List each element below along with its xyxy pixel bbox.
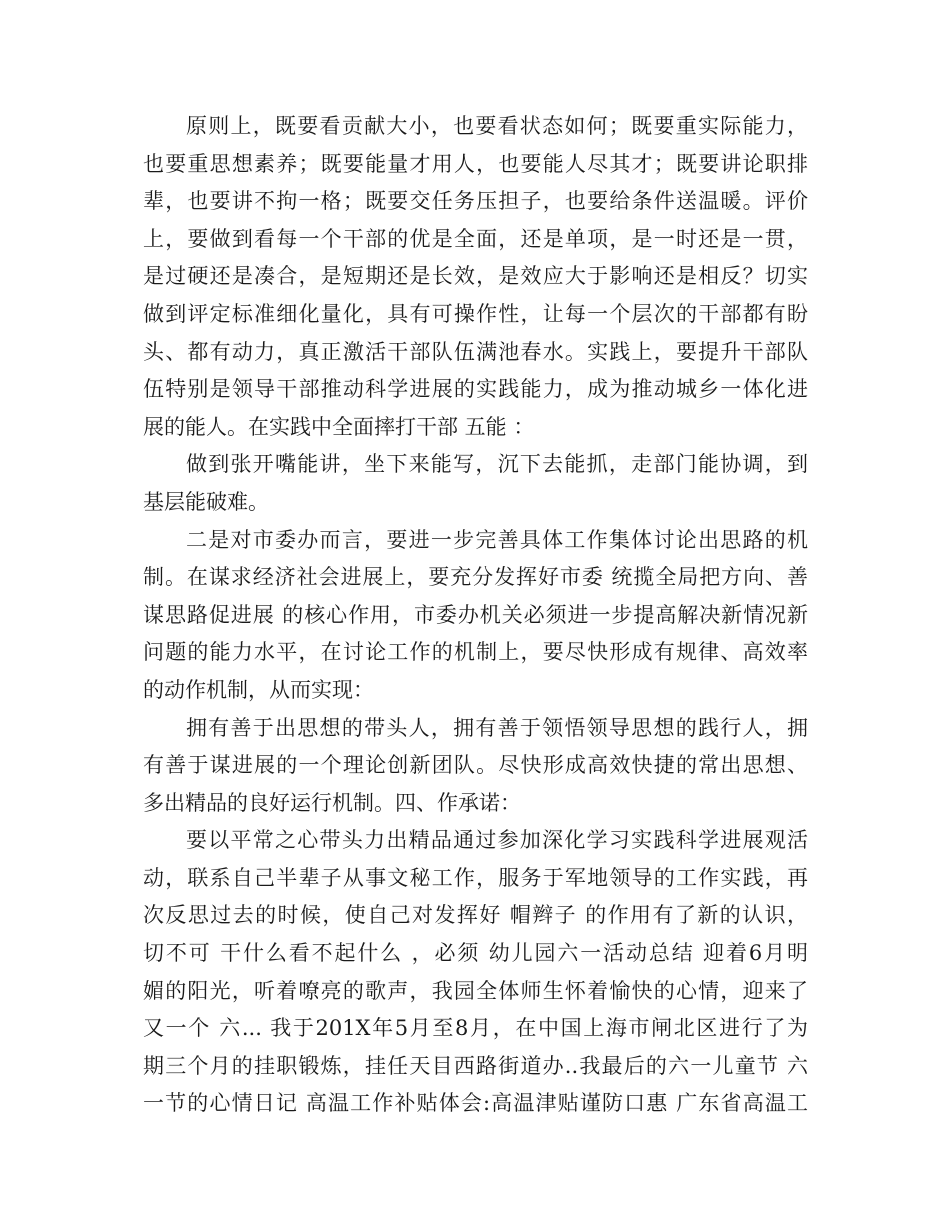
text-line: 有善于谋进展的一个理论创新团队。尽快形成高效快捷的常出思想、 xyxy=(143,753,808,778)
text-line: 谋思路促进展 的核心作用，市委办机关必须进一步提高解决新情况新 xyxy=(143,602,808,627)
text-line: 头、都有动力，真正激活干部队伍满池春水。实践上，要提升干部队 xyxy=(143,339,808,364)
text-line: 也要重思想素养；既要能量才用人，也要能人尽其才；既要讲论职排 xyxy=(143,151,808,176)
text-line: 原则上，既要看贡献大小，也要看状态如何；既要重实际能力， xyxy=(186,114,808,138)
text-line: 期三个月的挂职锻炼，挂任天目西路街道办..我最后的六一儿童节 六 xyxy=(143,1053,808,1078)
text-line: 问题的能力水平，在讨论工作的机制上，要尽快形成有规律、高效率 xyxy=(143,640,808,665)
text-line: 展的能人。在实践中全面摔打干部 五能 ： xyxy=(143,414,535,439)
text-line: 做到评定标准细化量化，具有可操作性，让每一个层次的干部都有盼 xyxy=(143,301,808,326)
text-line: 是过硬还是凑合，是短期还是长效，是效应大于影响还是相反？切实 xyxy=(143,264,808,289)
text-line: 一节的心情日记 高温工作补贴体会:高温津贴谨防口惠 广东省高温工 xyxy=(143,1091,808,1116)
text-line: 制。在谋求经济社会进展上，要充分发挥好市委 统揽全局把方向、善 xyxy=(143,565,808,590)
text-line: 又一个 六... 我于201X年5月至8月，在中国上海市闸北区进行了为 xyxy=(143,1016,808,1041)
text-line: 伍特别是领导干部推动科学进展的实践能力，成为推动城乡一体化进 xyxy=(143,377,808,402)
text-line: 动，联系自己半辈子从事文秘工作，服务于军地领导的工作实践，再 xyxy=(143,865,808,890)
text-line: 上，要做到看每一个干部的优是全面，还是单项，是一时还是一贯， xyxy=(143,226,808,251)
text-line: 多出精品的良好运行机制。四、作承诺： xyxy=(143,790,521,815)
text-line: 的动作机制，从而实现： xyxy=(143,677,374,702)
text-line: 次反思过去的时候，使自己对发挥好 帽辫子 的作用有了新的认识， xyxy=(143,903,808,928)
text-line: 辈，也要讲不拘一格；既要交任务压担子，也要给条件送温暖。评价 xyxy=(143,189,808,214)
text-line: 基层能破难。 xyxy=(143,489,269,514)
text-line: 二是对市委办而言，要进一步完善具体工作集体讨论出思路的机 xyxy=(186,527,808,552)
document-body xyxy=(143,108,808,1123)
text-line: 切不可 干什么看不起什么 ，必须 幼儿园六一活动总结 迎着6月明 xyxy=(143,941,808,966)
text-line: 媚的阳光，听着嘹亮的歌声，我园全体师生怀着愉快的心情，迎来了 xyxy=(143,978,808,1003)
text-line: 要以平常之心带头力出精品通过参加深化学习实践科学进展观活 xyxy=(186,828,808,853)
text-line: 做到张开嘴能讲，坐下来能写，沉下去能抓，走部门能协调，到 xyxy=(186,452,808,477)
text-line: 拥有善于出思想的带头人，拥有善于领悟领导思想的践行人，拥 xyxy=(186,715,808,740)
